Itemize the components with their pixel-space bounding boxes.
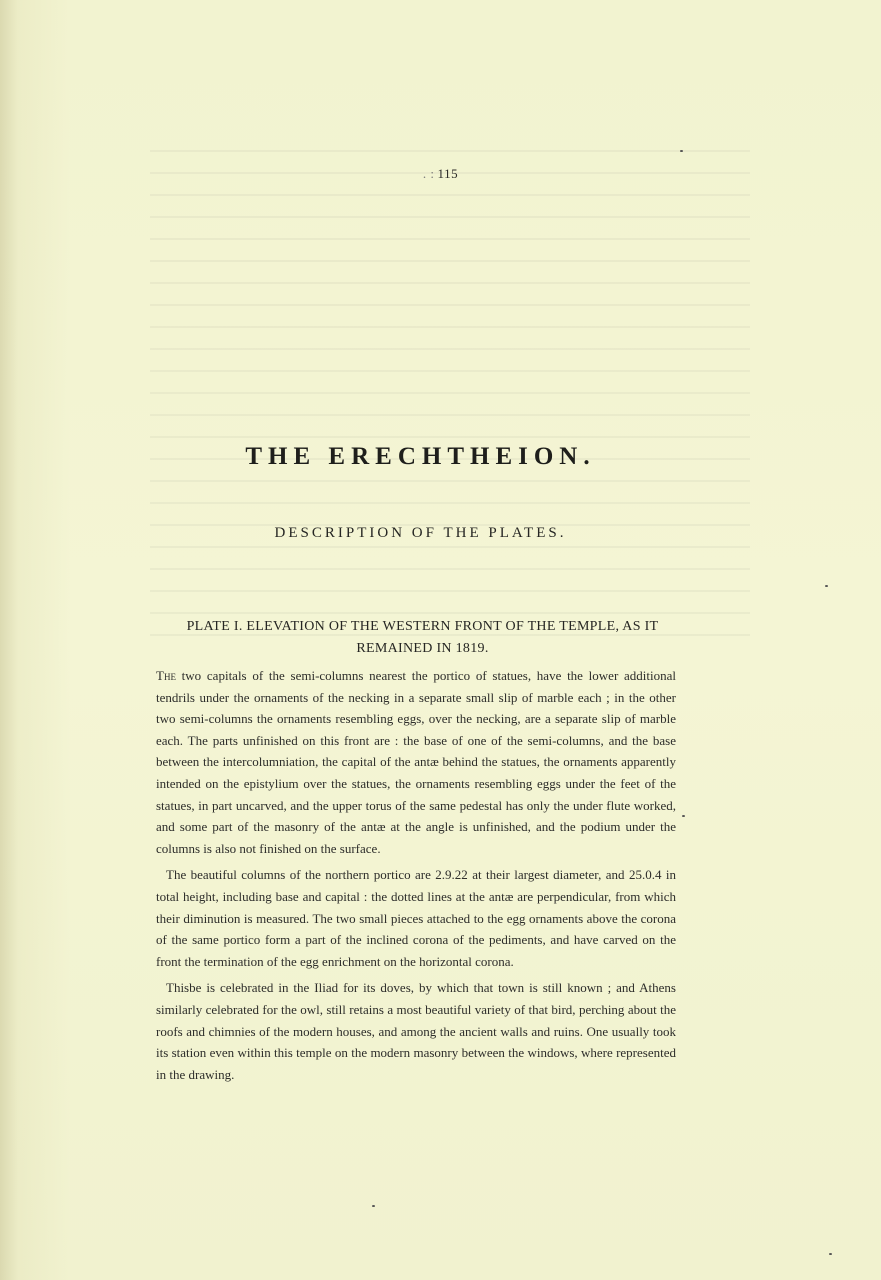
paragraph-text: The beautiful columns of the northern portico are 2.9.22 at their largest diameter, and 25.0.4 in total height, including base and capital : the dotted lines at the antæ are perpendicular, from which their diminution is measured. The two small pieces attached to the egg ornaments above the corona of the same portico form a part of the inclined corona of the pediments, and have carved on the front the termination of the egg enrichment on the horizontal corona. bbox=[156, 867, 676, 969]
paragraph-lead: The bbox=[156, 668, 176, 683]
page-title: THE ERECHTHEION. bbox=[245, 443, 596, 470]
page-number-marks: . : bbox=[422, 166, 435, 181]
body-text bbox=[156, 665, 676, 1090]
section-subtitle: DESCRIPTION OF THE PLATES. bbox=[274, 525, 567, 541]
paper-speck bbox=[682, 815, 685, 817]
paper-speck bbox=[372, 1205, 375, 1207]
paragraph-text: two capitals of the semi-columns nearest the portico of statues, have the lower additional tendrils under the ornaments of the necking in a separate small slip of marble each ; in the other two semi-columns the ornaments resembling eggs, over the necking, are a separate slip of marble each. The parts unfinished on this front are : the base of one of the semi-columns, and the base between the intercolumniation, the capital of the antæ behind the statues, the ornaments apparently intended on the epistylium over the statues, the ornaments resembling eggs under the feet of the statues, in part uncarved, and the upper torus of the same pedestal has only the under flute worked, and some part of the masonry of the antæ at the angle is unfinished, and the podium under the columns is also not finished on the surface. bbox=[156, 668, 676, 856]
paragraph-text: Thisbe is celebrated in the Iliad for its doves, by which that town is still known ; and Athens similarly celebrated for the owl, still retains a most beautiful variety of that bird, perching about the roofs and chimnies of the modern houses, and among the ancient walls and ruins. One usually took its station even within this temple on the modern masonry between the windows, where represented in the drawing. bbox=[156, 980, 676, 1082]
paragraph-1 bbox=[156, 665, 676, 859]
paragraph-2 bbox=[156, 864, 676, 972]
page-number bbox=[0, 166, 881, 182]
page-number-value: 115 bbox=[437, 166, 459, 181]
show-through-text bbox=[150, 150, 750, 650]
paper-speck bbox=[829, 1253, 832, 1255]
paper-speck bbox=[825, 585, 828, 587]
paper-speck bbox=[680, 150, 683, 152]
plate-heading: PLATE I. ELEVATION OF THE WESTERN FRONT OF THE TEMPLE, AS IT REMAINED IN 1819. bbox=[186, 619, 659, 656]
paragraph-3 bbox=[156, 977, 676, 1085]
